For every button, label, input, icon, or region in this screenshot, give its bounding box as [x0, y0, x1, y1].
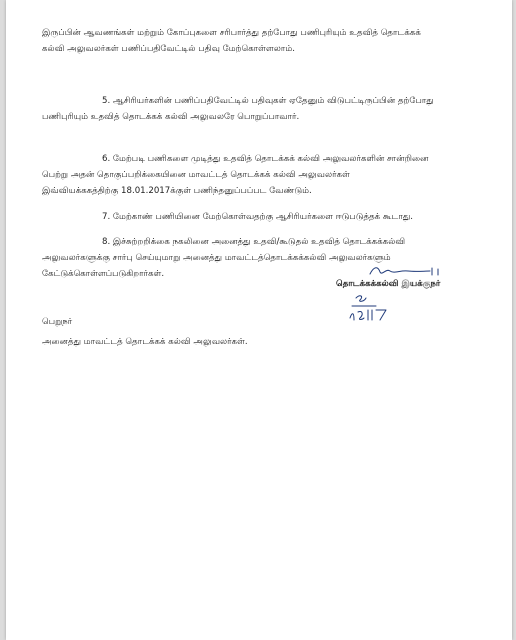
- paragraph-8-line-3: கேட்டுக்கொள்ளப்படுகிறார்கள்.: [42, 269, 165, 279]
- document-page: [6, 0, 512, 640]
- recipient-text: அனைத்து மாவட்டத் தொடக்கக் கல்வி அலுவலர்கள்.: [42, 337, 248, 347]
- paragraph-5-line-2: பணிபுரியும் உதவித் தொடக்கக் கல்வி அலுவலரே பொறுப்பாவார்.: [42, 112, 300, 122]
- paragraph-5-line-1: 5. ஆசிரியர்களின் பணிப்பதிவேட்டில் பதிவுகள் ஏதேனும் விடுபட்டிருப்பின் தற்போது: [102, 96, 434, 106]
- paragraph-7: 7. மேற்காண் பணியினை மேற்கொள்வதற்கு ஆசிரியர்களை ஈடுபடுத்தக் கூடாது.: [102, 212, 414, 222]
- paragraph-6-line-2: பெற்று அதன் தொகுப்பறிக்கையினை மாவட்டத் தொடக்கக் கல்வி அலுவலர்கள்: [42, 170, 350, 180]
- paragraph-8-line-1: 8. இச்சுற்றறிக்கை நகலினை அனைத்து உதவி/கூடுதல் உதவித் தொடக்கக்கல்வி: [102, 237, 406, 247]
- intro-line-2: கல்வி அலுவலர்கள் பணிப்பதிவேட்டில் பதிவு மேற்கொள்ளலாம்.: [42, 44, 295, 54]
- recipient-heading: பெறுநர்: [42, 317, 73, 327]
- signatory-title: தொடக்கக்கல்வி இயக்குநர்: [336, 279, 441, 289]
- handwritten-initials-date: [346, 292, 406, 326]
- paragraph-6-line-3: இவ்வியக்ககத்திற்கு 18.01.2017க்குள் பணிந்தனுப்பப்பட வேண்டும்.: [42, 186, 312, 196]
- intro-line-1: இருப்பின் ஆவணங்கள் மற்றும் கோப்புகளை சரிபார்த்து தற்போது பணிபுரியும் உதவித் தொடக்கக்: [42, 28, 421, 38]
- paragraph-8-line-2: அலுவலர்களுக்கு சார்பு செய்யுமாறு அனைத்து மாவட்டத்தொடக்கக்கல்வி அலுவலர்களும்: [42, 253, 391, 263]
- paragraph-6-line-1: 6. மேற்படி பணிகளை முடித்து உதவித் தொடக்கக் கல்வி அலுவலர்களின் சான்றினை: [102, 154, 429, 164]
